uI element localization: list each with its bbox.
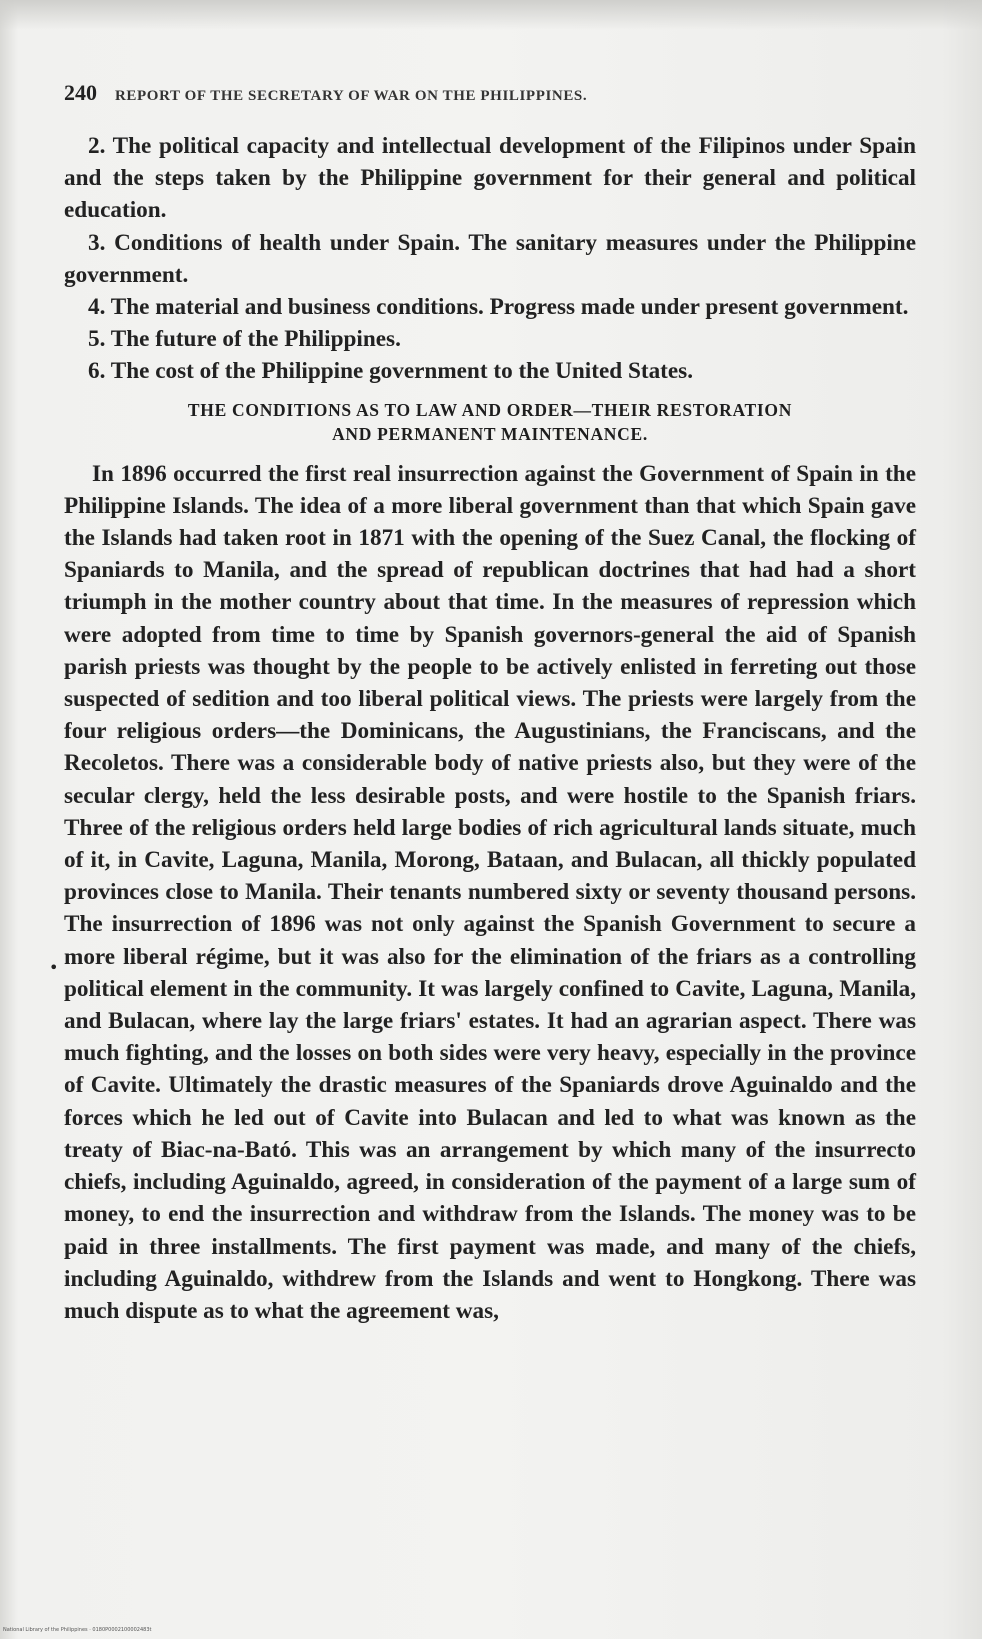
list-item: 6. The cost of the Philippine government to the United States. <box>88 358 694 385</box>
running-head: REPORT OF THE SECRETARY OF WAR ON THE PHILIPPINES. <box>115 88 588 104</box>
page-number: 240 <box>64 80 97 105</box>
footer-credit: National Library of the Philippines · 0180P0002100002483t <box>3 1627 152 1633</box>
section-heading-line-1: THE CONDITIONS AS TO LAW AND ORDER—THEIR RESTORATION <box>187 399 793 420</box>
page-header <box>64 80 924 106</box>
margin-mark: • <box>49 958 59 977</box>
section-heading <box>64 398 916 446</box>
list-item: 3. Conditions of health under Spain. The sanitary measures under the Philippine government. <box>64 229 916 288</box>
body-paragraph: In 1896 occurred the first real insurrection against the Government of Spain in the Philippine Islands. The idea of a more liberal government than that which Spain gave the Islands had taken root in 1871 with the opening of the Suez Canal, the flocking of Spaniards to Manila, and the spread of republican doctrines that had had a short triumph in the mother country about that time. In the measures of repression which were adopted from time to time by Spanish governors-general the aid of Spanish parish priests was thought by the people to be actively enlisted in ferreting out those suspected of sedition and too liberal political views. The priests were largely from the four religious orders—the Dominicans, the Augustinians, the Franciscans, and the Recoletos. There was a considerable body of native priests also, but they were of the secular clergy, held the less desirable posts, and were hostile to the Spanish friars. Three of the religious orders held large bodies of rich agricultural lands situate, much of it, in Cavite, Laguna, Manila, Morong, Bataan, and Bulacan, all thickly populated provinces close to Manila. Their tenants numbered sixty or seventy thousand persons. The insurrection of 1896 was not only against the Spanish Government to secure a more liberal régime, but it was also for the elimination of the friars as a controlling political element in the community. It was largely confined to Cavite, Laguna, Manila, and Bulacan, where lay the large friars' estates. It had an agrarian aspect. There was much fighting, and the losses on both sides were very heavy, especially in the province of Cavite. Ultimately the drastic measures of the Spaniards drove Aguinaldo and the forces which he led out of Cavite into Bulacan and led to what was known as the treaty of Biac-na-Bató. This was an arrangement by which many of the insurrecto chiefs, including Aguinaldo, agreed, in consideration of the payment of a large sum of money, to end the insurrection and withdraw from the Islands. The money was to be paid in three installments. The first payment was made, and many of the chiefs, including Aguinaldo, withdrew from the Islands and went to Hongkong. There was much dispute as to what the agreement was, <box>64 460 916 1324</box>
list-item: 5. The future of the Philippines. <box>88 326 401 353</box>
list-item: 2. The political capacity and intellectual development of the Filipinos under Spain and the steps taken by the Philippine government for their general and political education. <box>64 133 916 224</box>
list-item: 4. The material and business conditions. Progress made under present government. <box>88 294 909 321</box>
page-shadow <box>0 0 982 30</box>
body-text <box>64 130 916 1327</box>
section-heading-line-2: AND PERMANENT MAINTENANCE. <box>332 423 648 444</box>
